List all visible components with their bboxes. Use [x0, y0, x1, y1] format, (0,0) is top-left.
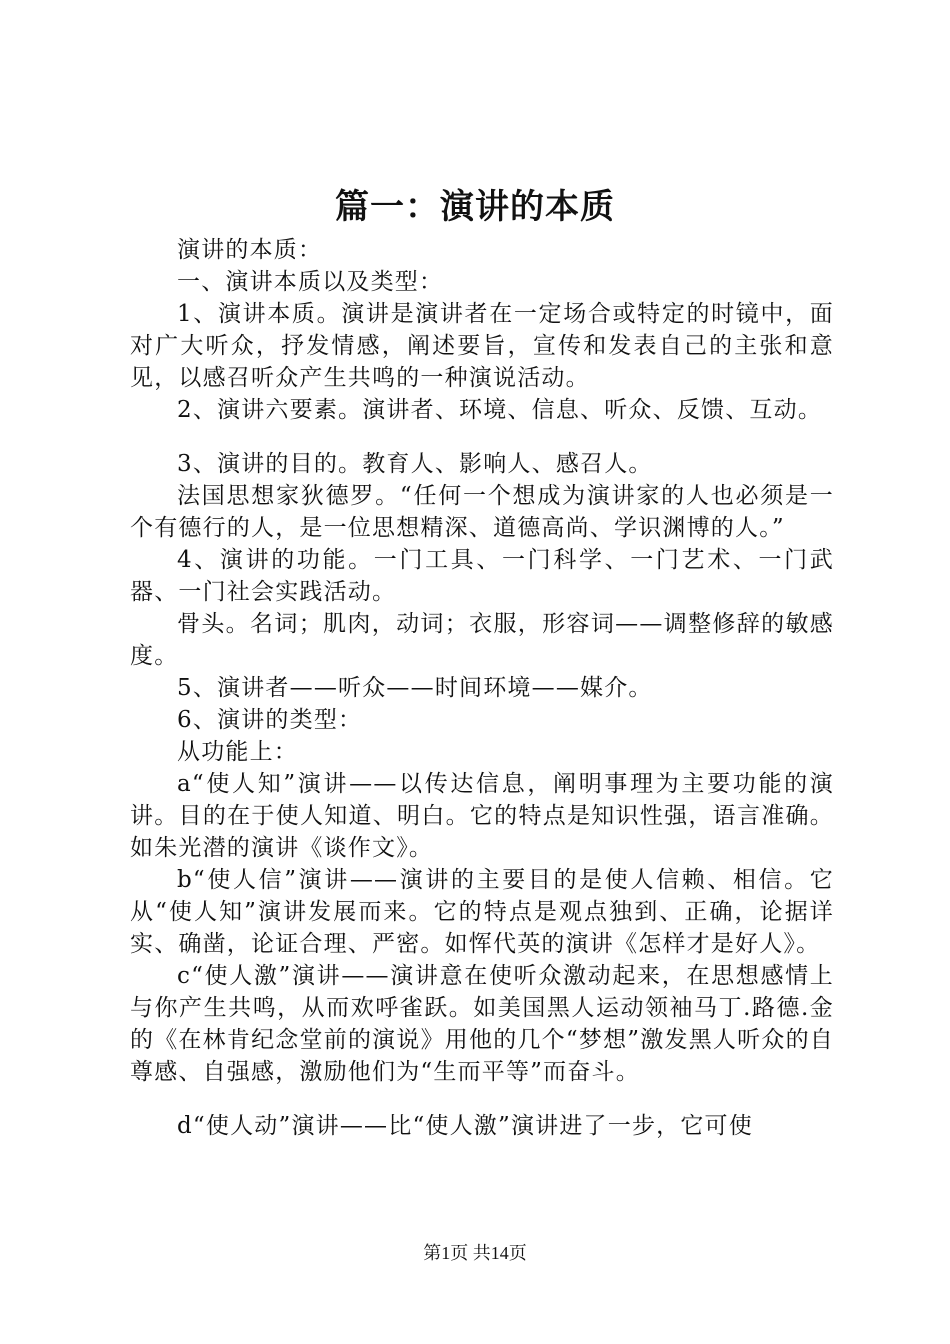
paragraph: 4、演讲的功能。一门工具、一门科学、一门艺术、一门武器、一门社会实践活动。	[130, 547, 834, 605]
paragraph: 2、演讲六要素。演讲者、环境、信息、听众、反馈、互动。	[177, 397, 823, 423]
paragraph: 骨头。名词；肌肉，动词；衣服，形容词——调整修辞的敏感度。	[130, 611, 834, 669]
paragraph: 3、演讲的目的。教育人、影响人、感召人。	[177, 451, 653, 477]
document-body	[130, 234, 834, 1142]
document-title: 篇一：演讲的本质	[335, 187, 615, 227]
paragraph: d“使人动”演讲——比“使人激”演讲进了一步，它可使	[177, 1113, 753, 1139]
paragraph: c“使人激”演讲——演讲意在使听众激动起来，在思想感情上与你产生共鸣，从而欢呼雀跃。如美国黑人运动领袖马丁.路德.金的《在林肯纪念堂前的演说》用他的几个“梦想”激发黑人听众的自尊感、自强感，激励他们为“生而平等”而奋斗。	[130, 963, 834, 1085]
paragraph: 1、演讲本质。演讲是演讲者在一定场合或特定的时镜中，面对广大听众，抒发情感，阐述要旨，宣传和发表自己的主张和意见，以感召听众产生共鸣的一种演说活动。	[130, 301, 834, 391]
paragraph: 演讲的本质：	[177, 237, 323, 263]
paragraph: b“使人信”演讲——演讲的主要目的是使人信赖、相信。它从“使人知”演讲发展而来。它的特点是观点独到、正确，论据详实、确凿，论证合理、严密。如恽代英的演讲《怎样才是好人》。	[130, 867, 834, 957]
page-footer: 第1页 共14页	[423, 1243, 527, 1263]
paragraph: 5、演讲者——听众——时间环境——媒介。	[177, 675, 653, 701]
paragraph: 6、演讲的类型：	[177, 707, 363, 733]
paragraph: a“使人知”演讲——以传达信息，阐明事理为主要功能的演讲。目的在于使人知道、明白。它的特点是知识性强，语言准确。如朱光潜的演讲《谈作文》。	[130, 771, 834, 861]
paragraph: 一、演讲本质以及类型：	[177, 269, 444, 295]
paragraph: 法国思想家狄德罗。“任何一个想成为演讲家的人也必须是一个有德行的人，是一位思想精深、道德高尚、学识渊博的人。”	[130, 483, 834, 541]
paragraph: 从功能上：	[177, 739, 298, 765]
